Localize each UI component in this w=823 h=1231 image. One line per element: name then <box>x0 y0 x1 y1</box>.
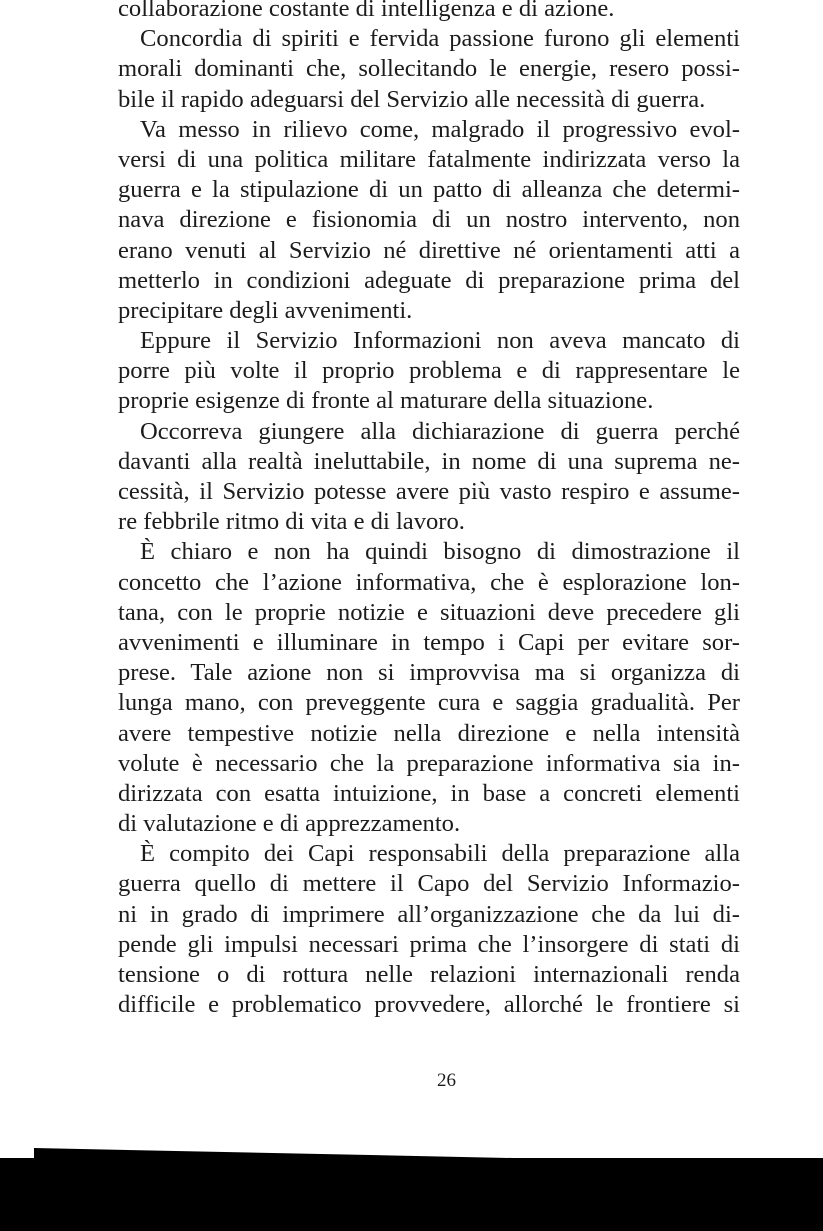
text-line: di valutazione e di apprezzamento. <box>118 810 461 838</box>
text-line: tensione o di rottura nelle relazioni internazionali renda <box>118 961 740 988</box>
text-line: nava direzione e fisionomia di un nostro intervento, non <box>118 206 740 234</box>
text-line: ni in grado di imprimere all’organizzazione che da lui di- <box>118 900 740 928</box>
scan-edge-bar <box>0 1158 823 1231</box>
text-line: cessità, il Servizio potesse avere più vasto respiro e assume- <box>118 478 740 505</box>
text-line: Occorreva giungere alla dichiarazione di guerra perché <box>140 417 740 445</box>
text-line: È chiaro e non ha quindi bisogno di dimostrazione il <box>140 538 740 566</box>
text-line: avvenimenti e illuminare in tempo i Capi per evitare sor- <box>118 628 740 656</box>
text-line: prese. Tale azione non si improvvisa ma si organizza di <box>118 659 740 687</box>
text-line: tana, con le proprie notizie e situazioni deve precedere gli <box>118 598 740 626</box>
text-line: collaborazione costante di intelligenza e di azione. <box>118 0 615 22</box>
text-line: volute è necessario che la preparazione informativa sia in- <box>118 749 740 777</box>
page-number: 26 <box>437 1070 456 1091</box>
text-line: dirizzata con esatta intuizione, in base a concreti elementi <box>118 779 740 807</box>
text-line: erano venuti al Servizio né direttive né orientamenti atti a <box>118 236 740 264</box>
text-line: Concordia di spiriti e fervida passione furono gli elementi <box>140 25 740 53</box>
text-line: precipitare degli avvenimenti. <box>118 296 413 324</box>
text-line: versi di una politica militare fatalmente indirizzata verso la <box>118 145 740 173</box>
text-line: porre più volte il proprio problema e di rappresentare le <box>118 357 740 385</box>
text-line: morali dominanti che, sollecitando le energie, resero possi- <box>118 55 740 83</box>
text-line: È compito dei Capi responsabili della preparazione alla <box>140 840 740 868</box>
text-line: concetto che l’azione informativa, che è esplorazione lon- <box>118 568 740 596</box>
text-line: guerra quello di mettere il Capo del Servizio Informazio- <box>118 870 740 898</box>
text-line: guerra e la stipulazione di un patto di alleanza che determi- <box>118 176 740 204</box>
text-line: avere tempestive notizie nella direzione e nella intensità <box>118 719 740 747</box>
text-line: Eppure il Servizio Informazioni non aveva mancato di <box>140 327 740 355</box>
text-line: difficile e problematico provvedere, allorché le frontiere si <box>118 991 740 1019</box>
body-text <box>118 0 740 1020</box>
text-line: proprie esigenze di fronte al maturare della situazione. <box>118 387 654 415</box>
text-line: pende gli impulsi necessari prima che l’insorgere di stati di <box>118 930 740 958</box>
text-line: metterlo in condizioni adeguate di preparazione prima del <box>118 266 740 294</box>
text-line: lunga mano, con preveggente cura e saggia gradualità. Per <box>118 689 740 717</box>
text-line: bile il rapido adeguarsi del Servizio alle necessità di guerra. <box>118 85 706 113</box>
text-line: davanti alla realtà ineluttabile, in nome di una suprema ne- <box>118 447 740 475</box>
text-line: re febbrile ritmo di vita e di lavoro. <box>118 508 465 536</box>
text-line: Va messo in rilievo come, malgrado il progressivo evol- <box>140 115 740 143</box>
